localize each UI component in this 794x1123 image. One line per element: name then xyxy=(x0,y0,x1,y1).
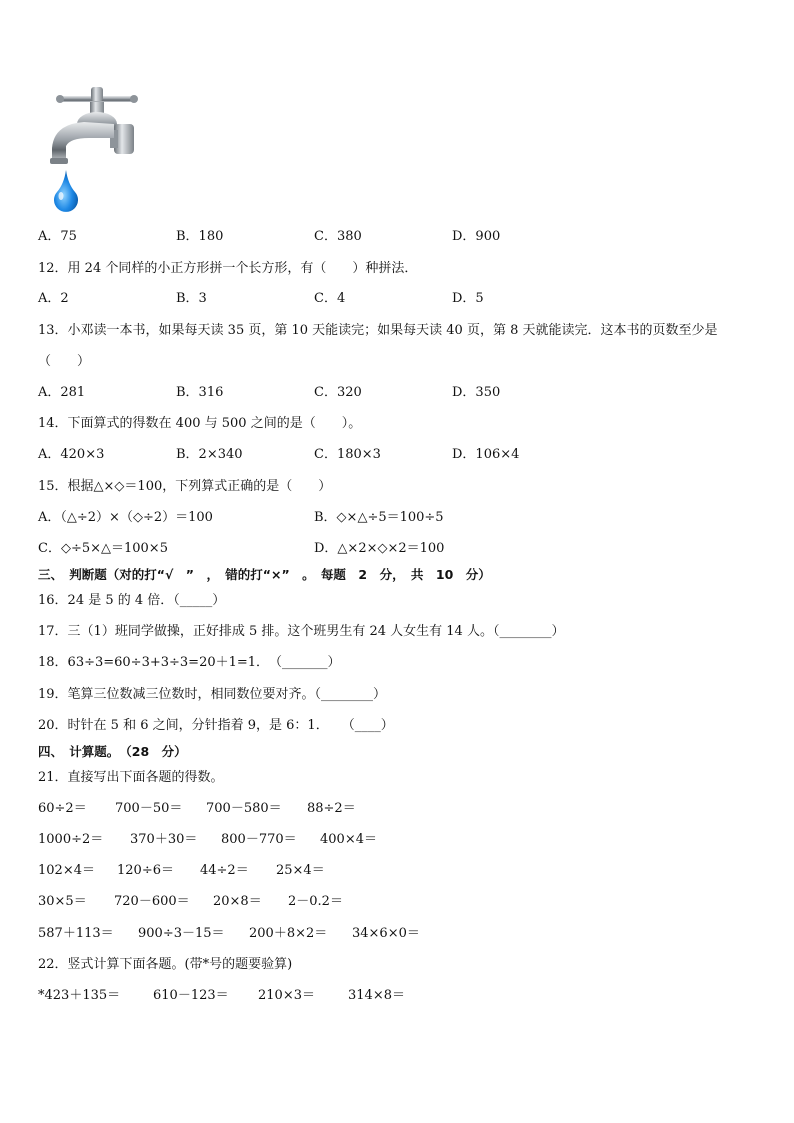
calc-item: 700－580＝ xyxy=(206,801,282,816)
q15-option-a: A．（△÷2）×（◇÷2）＝100 xyxy=(38,510,213,525)
calc-item: 800－770＝ xyxy=(221,832,297,847)
calc-item: 25×4＝ xyxy=(276,863,325,878)
q17-statement: 17．三（1）班同学做操，正好排成 5 排。这个班男生有 24 人女生有 14 人。（________） xyxy=(38,624,565,639)
q22-stem: 22．竖式计算下面各题。(带*号的题要验算) xyxy=(38,957,293,972)
calc-item: 900÷3－15＝ xyxy=(138,926,225,941)
q11-option-a: A．75 xyxy=(38,229,77,244)
calc-item: 34×6×0＝ xyxy=(352,926,420,941)
q15-stem: 15．根据△×◇＝100，下列算式正确的是（ ） xyxy=(38,479,332,494)
q12-stem: 12．用 24 个同样的小正方形拼一个长方形，有（ ）种拼法． xyxy=(38,261,418,276)
q11-option-d: D．900 xyxy=(452,229,501,244)
q19-statement: 19．笔算三位数减三位数时，相同数位要对齐。（________） xyxy=(38,687,387,702)
calc-item: 20×8＝ xyxy=(213,894,262,909)
q15-option-b: B．◇×△÷5＝100÷5 xyxy=(314,510,444,525)
q16-statement: 16．24 是 5 的 4 倍．（_____） xyxy=(38,593,226,608)
q14-stem: 14．下面算式的得数在 400 与 500 之间的是（ ）。 xyxy=(38,416,362,431)
q14-option-b: B．2×340 xyxy=(176,447,243,462)
q13-option-d: D．350 xyxy=(452,385,501,400)
q13-option-a: A．281 xyxy=(38,385,86,400)
q13-stem-line1: 13．小邓读一本书，如果每天读 35 页，第 10 天能读完；如果每天读 40 页，第 8 天就能读完．这本书的页数至少是 xyxy=(38,323,718,338)
q13-stem-line2: （ ） xyxy=(38,354,91,369)
calc-item: 44÷2＝ xyxy=(200,863,249,878)
calc-item: 400×4＝ xyxy=(320,832,377,847)
calc-item: 102×4＝ xyxy=(38,863,95,878)
calc-item: 120÷6＝ xyxy=(117,863,174,878)
q21-stem: 21．直接写出下面各题的得数。 xyxy=(38,770,224,785)
q15-option-c: C．◇÷5×△＝100×5 xyxy=(38,541,168,556)
q18-statement: 18．63÷3=60÷3+3÷3=20＋1=1． （_______） xyxy=(38,655,341,670)
section3-title: 三、 判断题（对的打“√ ” ， 错的打“×” 。 每题 2 分， 共 10 分） xyxy=(38,567,491,582)
vertical-calc-item: 210×3＝ xyxy=(258,988,315,1003)
q13-option-b: B．316 xyxy=(176,385,224,400)
calc-item: 720－600＝ xyxy=(114,894,190,909)
calc-item: 1000÷2＝ xyxy=(38,832,104,847)
faucet-dripping-icon xyxy=(44,84,144,216)
q11-option-b: B．180 xyxy=(176,229,224,244)
calc-item: 700－50＝ xyxy=(115,801,183,816)
calc-item: 200＋8×2＝ xyxy=(249,926,328,941)
calc-item: 2－0.2＝ xyxy=(288,894,343,909)
vertical-calc-item: 314×8＝ xyxy=(348,988,405,1003)
calc-item: 587＋113＝ xyxy=(38,926,114,941)
calc-item: 30×5＝ xyxy=(38,894,87,909)
q12-option-d: D．5 xyxy=(452,291,484,306)
vertical-calc-item: *423＋135＝ xyxy=(38,988,121,1003)
q14-option-a: A．420×3 xyxy=(38,447,105,462)
q12-option-c: C．4 xyxy=(314,291,346,306)
q14-option-d: D．106×4 xyxy=(452,447,520,462)
q20-statement: 20．时针在 5 和 6 之间，分针指着 9，是 6：1． （____） xyxy=(38,718,394,733)
q13-option-c: C．320 xyxy=(314,385,362,400)
section4-title: 四、 计算题。 （28 分） xyxy=(38,744,187,759)
q15-option-d: D．△×2×◇×2＝100 xyxy=(314,541,445,556)
q12-option-a: A．2 xyxy=(38,291,69,306)
q11-option-c: C．380 xyxy=(314,229,362,244)
calc-item: 370＋30＝ xyxy=(130,832,198,847)
calc-item: 60÷2＝ xyxy=(38,801,87,816)
q14-option-c: C．180×3 xyxy=(314,447,381,462)
vertical-calc-item: 610－123＝ xyxy=(153,988,229,1003)
q12-option-b: B．3 xyxy=(176,291,207,306)
calc-item: 88÷2＝ xyxy=(307,801,356,816)
